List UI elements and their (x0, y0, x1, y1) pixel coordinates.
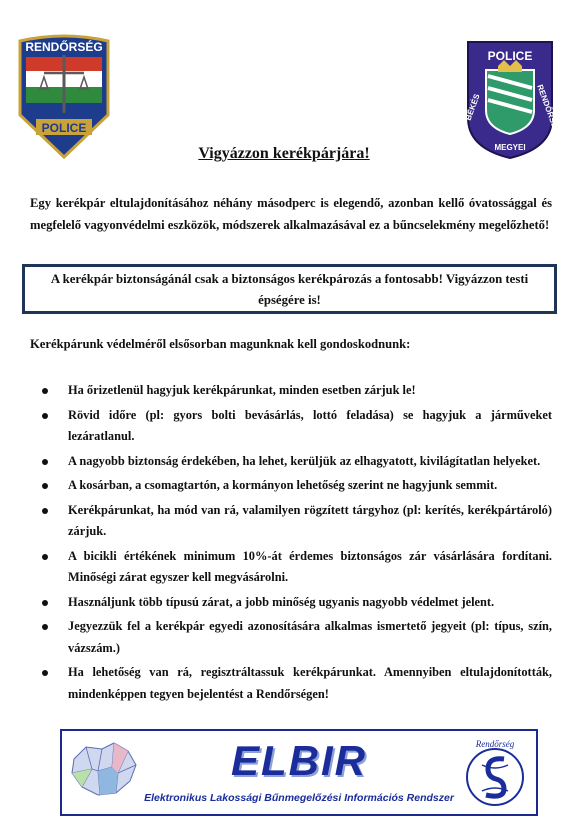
bullet-icon (42, 388, 48, 394)
intro-paragraph: Egy kerékpár eltulajdonításához néhány másodperc is elegendő, azonban kellő óvatossággal és megfelelő vagyonvédelmi eszközök, módszerek alkalmazásával ez a bűncselekmény megelőzhető! (30, 196, 552, 232)
safety-callout-box: A kerékpár biztonságánál csak a biztonságos kerékpározás a fontosabb! Vigyázzon testi épségére is! (22, 264, 557, 314)
badge-top-text: RENDŐRSÉG (25, 40, 103, 54)
bullet-icon (42, 483, 48, 489)
list-item (30, 592, 552, 614)
bullet-icon (42, 600, 48, 606)
police-seal-icon (462, 737, 528, 811)
badge-bottom-text: POLICE (41, 121, 87, 135)
badge-bekes-text: BÉKÉS (463, 92, 482, 122)
list-item-text: Kerékpárunkat, ha mód van rá, valamilyen rögzített tárgyhoz (pl: kerítés, kerékpártároló) zárjuk. (68, 502, 552, 538)
list-item (30, 662, 552, 705)
police-badge-logo (14, 33, 114, 159)
list-item-text: Használjunk több típusú zárat, a jobb minőség ugyanis nagyobb védelmet jelent. (68, 594, 495, 609)
list-item (30, 451, 552, 473)
badge-megyei-text: MEGYEI (494, 143, 526, 152)
elbir-banner (60, 729, 538, 816)
bullet-icon (42, 670, 48, 676)
list-item-text: Ha lehetőség van rá, regisztráltassuk kerékpárunkat. Amennyiben eltulajdonították, mindenképpen tegyen bejelentést a Rendőrségen! (68, 665, 552, 701)
bullet-icon (42, 624, 48, 630)
badge-rendorseg-text: RENDŐRSÉG (535, 83, 562, 135)
elbir-subtitle: Elektronikus Lakossági Bűnmegelőzési Információs Rendszer (144, 792, 454, 804)
list-item (30, 616, 552, 659)
bullet-icon (42, 508, 48, 514)
list-item (30, 380, 552, 402)
list-item (30, 405, 552, 448)
badge-police-text: POLICE (487, 49, 533, 63)
bullet-icon (42, 413, 48, 419)
list-item-text: Ha őrizetlenül hagyjuk kerékpárunkat, minden esetben zárjuk le! (68, 383, 416, 397)
elbir-logo-text: ELBIR (231, 737, 367, 784)
list-item (30, 475, 552, 497)
list-item-text: Jegyezzük fel a kerékpár egyedi azonosítására alkalmas ismertető jegyeit (pl: típus, szín, vázszám.) (68, 619, 552, 655)
list-item (30, 500, 552, 543)
list-item-text: A nagyobb biztonság érdekében, ha lehet, kerüljük az elhagyatott, kivilágítatlan helyeket. (68, 453, 541, 468)
page-title: Vigyázzon kerékpárjára! (198, 145, 370, 162)
seal-text: Rendőrség (475, 739, 515, 749)
list-item-text: A bicikli értékének minimum 10%-át érdemes biztonságos zár vásárlására fordítani. Minőségi zárat egyszer kell megvásárolni. (68, 548, 552, 584)
bullet-icon (42, 554, 48, 560)
list-item-text: A kosárban, a csomagtartón, a kormányon lehetőség szerint ne hagyjunk semmit. (68, 478, 498, 492)
list-item (30, 546, 552, 589)
bullet-icon (42, 459, 48, 465)
bekes-police-badge-logo (462, 36, 562, 160)
advice-list (30, 380, 552, 708)
list-item-text: Rövid időre (pl: gyors bolti bevásárlás, lottó feladása) se hagyjuk a járműveket lezáratlanul. (68, 407, 552, 443)
list-lead-text: Kerékpárunk védelméről elsősorban magunknak kell gondoskodnunk: (30, 337, 411, 351)
